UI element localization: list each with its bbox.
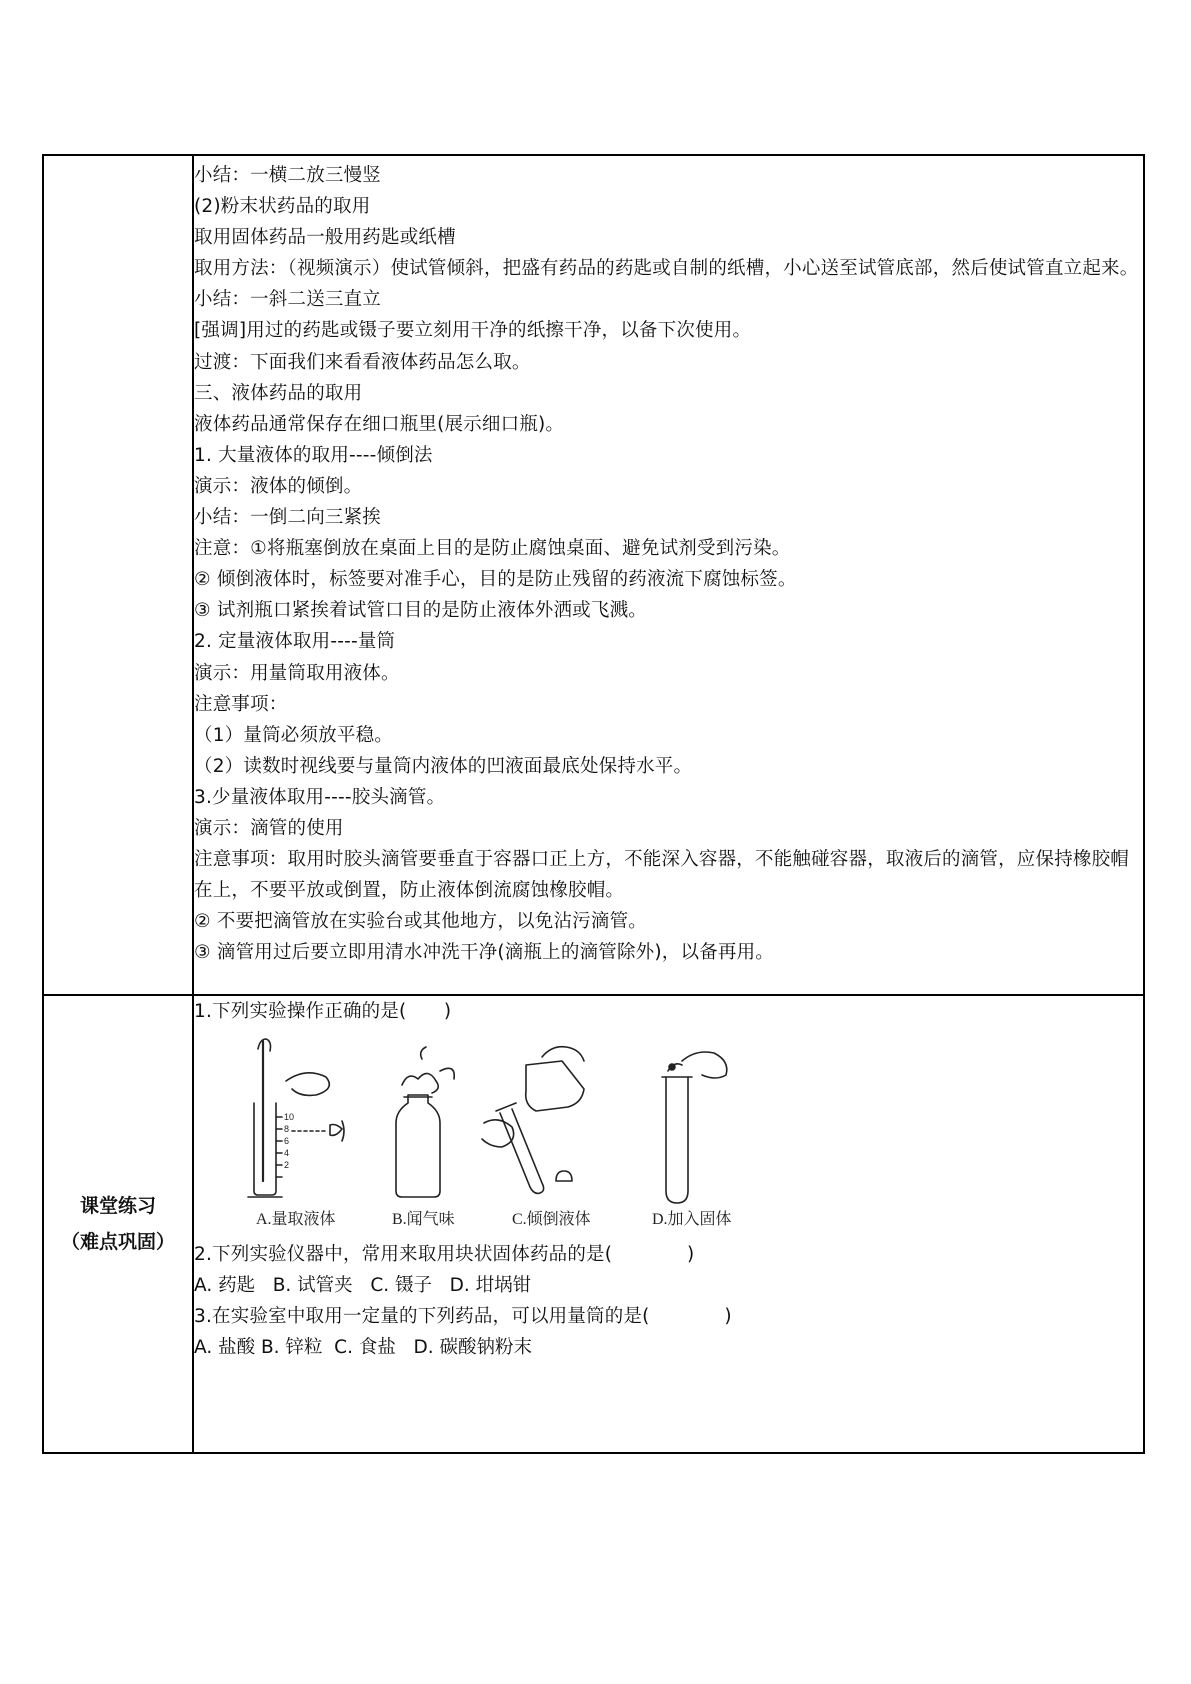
- question-2-options: A. 药匙 B. 试管夹 C. 镊子 D. 坩埚钳: [194, 1275, 532, 1297]
- lesson-line: 小结：一斜二送三直立: [194, 289, 382, 311]
- lesson-line: 演示：用量筒取用液体。: [194, 662, 400, 684]
- practice-label-title: 课堂练习: [79, 1195, 156, 1217]
- lesson-line: 1. 大量液体的取用----倾倒法: [194, 444, 433, 466]
- lesson-line: 演示：液体的倾倒。: [194, 475, 363, 497]
- adding-solid-icon: [662, 1052, 727, 1203]
- lesson-table: [42, 154, 1145, 1454]
- lesson-line: 取用固体药品一般用药匙或纸槽: [194, 227, 456, 249]
- lesson-line: 注意事项：取用时胶头滴管要垂直于容器口正上方，不能深入容器，不能触碰容器，取液后的滴管，应保持橡胶帽在上，不要平放或倒置，防止液体倒流腐蚀橡胶帽。: [194, 849, 1130, 902]
- question-3-options: A. 盐酸 B. 锌粒 C. 食盐 D. 碳酸钠粉末: [194, 1337, 533, 1359]
- lesson-line: ② 不要把滴管放在实验台或其他地方，以免沾污滴管。: [194, 911, 647, 933]
- practice-body-cell: [193, 995, 1144, 1453]
- graduated-cylinder-icon: [248, 1039, 344, 1197]
- practice-label-subtitle: （难点巩固）: [60, 1231, 175, 1253]
- bottle-smell-icon: [396, 1047, 454, 1197]
- lesson-line: （1）量筒必须放平稳。: [194, 724, 393, 746]
- caption-d: D.加入固体: [652, 1211, 732, 1229]
- caption-c: C.倾倒液体: [512, 1211, 591, 1229]
- lesson-line: 2. 定量液体取用----量筒: [194, 631, 396, 653]
- practice-label-cell: [43, 995, 193, 1453]
- pouring-liquid-icon: [482, 1047, 584, 1194]
- lesson-line: 演示：滴管的使用: [194, 817, 344, 839]
- question-1: 1.下列实验操作正确的是( ): [194, 1001, 452, 1022]
- lesson-line: （2）读数时视线要与量筒内液体的凹液面最底处保持水平。: [194, 755, 693, 777]
- lesson-line: 3.少量液体取用----胶头滴管。: [194, 786, 446, 808]
- lesson-line: 取用方法：（视频演示）使试管倾斜，把盛有药品的药匙或自制的纸槽，小心送至试管底部，然后使试管直立起来。: [194, 258, 1139, 280]
- scale-label: 6: [284, 1136, 290, 1147]
- lesson-line: ② 倾倒液体时，标签要对准手心，目的是防止残留的药液流下腐蚀标签。: [194, 569, 797, 591]
- caption-a: A.量取液体: [256, 1211, 336, 1229]
- lesson-line: 注意事项：: [194, 693, 288, 715]
- scale-label: 2: [284, 1160, 290, 1171]
- procedure-body-cell: [193, 155, 1144, 995]
- lesson-line: [强调]用过的药匙或镊子要立刻用干净的纸擦干净，以备下次使用。: [194, 320, 752, 342]
- practice-row: [43, 995, 1144, 1453]
- question-3: 3.在实验室中取用一定量的下列药品，可以用量筒的是( ): [194, 1306, 732, 1328]
- scale-label: 10: [284, 1112, 295, 1123]
- lesson-sheet: [42, 154, 1145, 1454]
- lesson-line: 小结：一倒二向三紧挨: [194, 507, 382, 529]
- lesson-line: (2)粉末状药品的取用: [194, 196, 371, 218]
- procedure-label-cell: [43, 155, 193, 995]
- lesson-line: 液体药品通常保存在细口瓶里(展示细口瓶)。: [194, 413, 565, 435]
- procedure-row: [43, 155, 1144, 995]
- lesson-line: 小结：一横二放三慢竖: [194, 165, 382, 186]
- caption-b: B.闻气味: [392, 1211, 455, 1229]
- lesson-line: 过渡：下面我们来看看液体药品怎么取。: [194, 351, 531, 373]
- lesson-line: ③ 滴管用过后要立即用清水冲洗干净(滴瓶上的滴管除外)，以备再用。: [194, 942, 775, 964]
- apparatus-figure: [196, 1031, 836, 1231]
- question-2: 2.下列实验仪器中，常用来取用块状固体药品的是( ): [194, 1244, 695, 1266]
- section-heading: 三、液体药品的取用: [194, 382, 363, 404]
- lesson-line: 注意：①将瓶塞倒放在桌面上目的是防止腐蚀桌面、避免试剂受到污染。: [194, 538, 791, 560]
- scale-label: 8: [284, 1124, 290, 1135]
- lesson-line: ③ 试剂瓶口紧挨着试管口目的是防止液体外洒或飞溅。: [194, 600, 647, 622]
- scale-label: 4: [284, 1148, 290, 1159]
